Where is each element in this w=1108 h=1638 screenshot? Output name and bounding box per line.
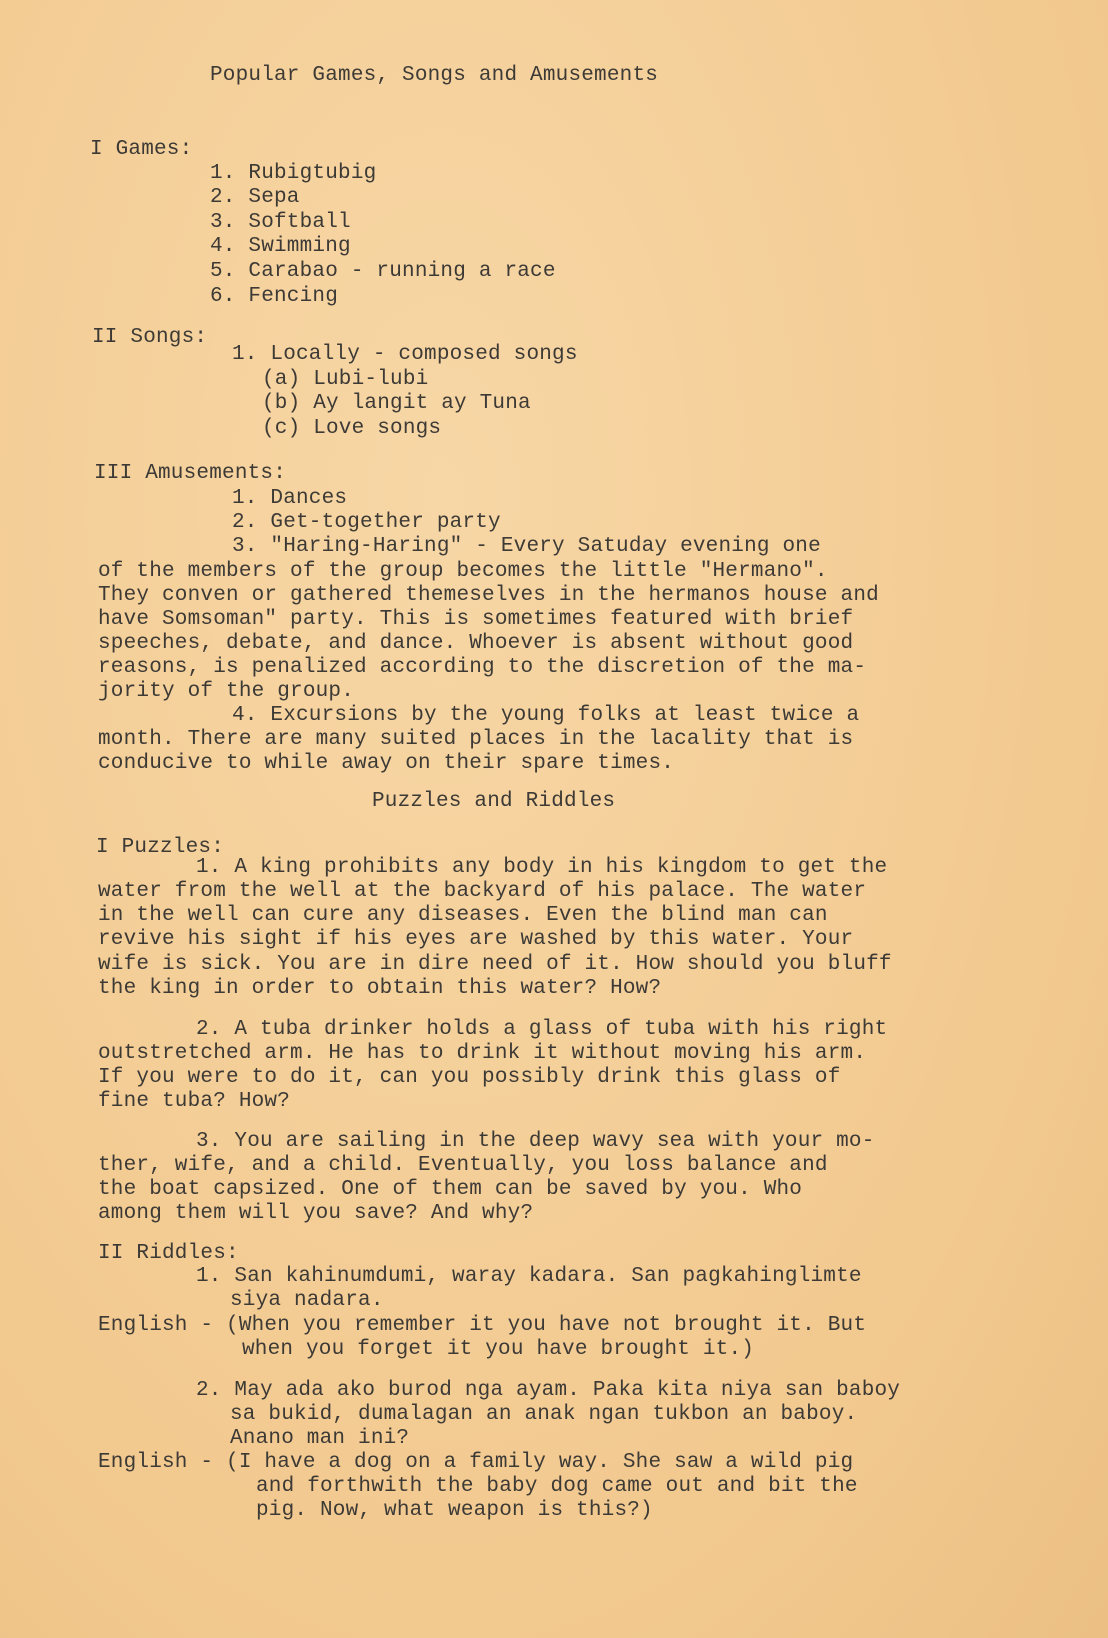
text-line: revive his sight if his eyes are washed by this water. Your (98, 928, 854, 951)
text-line: wife is sick. You are in dire need of it. How should you bluff (98, 953, 892, 976)
text-line: month. There are many suited places in the lacality that is (98, 728, 854, 751)
text-line: They conven or gathered themeselves in the hermanos house and (98, 584, 879, 607)
text-line: pig. Now, what weapon is this?) (256, 1499, 653, 1522)
text-line: conducive to while away on their spare times. (98, 752, 675, 775)
text-line: siya nadara. (230, 1289, 384, 1312)
songs-heading: II Songs: (92, 326, 208, 349)
text-line: 2. A tuba drinker holds a glass of tuba with his right (196, 1018, 888, 1041)
text-line: outstretched arm. He has to drink it without moving his arm. (98, 1042, 867, 1065)
text-line: reasons, is penalized according to the discretion of the ma- (98, 656, 867, 679)
text-line: among them will you save? And why? (98, 1202, 534, 1225)
text-line: in the well can cure any diseases. Even the blind man can (98, 904, 828, 927)
text-line: speeches, debate, and dance. Whoever is absent without good (98, 632, 854, 655)
text-line: water from the well at the backyard of his palace. The water (98, 880, 867, 903)
text-line: English - (I have a dog on a family way. She saw a wild pig (98, 1451, 854, 1474)
text-line: the king in order to obtain this water? How? (98, 977, 662, 1000)
text-line: 1. A king prohibits any body in his kingdom to get the (196, 856, 888, 879)
text-line: of the members of the group becomes the little "Hermano". (98, 560, 828, 583)
text-line: Anano man ini? (230, 1427, 410, 1450)
puzzles-heading: I Puzzles: (96, 836, 225, 859)
amusements-heading: III Amusements: (94, 462, 287, 485)
text-line: the boat capsized. One of them can be saved by you. Who (98, 1178, 803, 1201)
list-item: 3. Softball (210, 211, 351, 234)
text-line: English - (When you remember it you have not brought it. But (98, 1314, 867, 1337)
list-item: (c) Love songs (262, 417, 442, 440)
text-line: sa bukid, dumalagan an anak ngan tukbon an baboy. (230, 1403, 858, 1426)
list-item: 1. Rubigtubig (210, 162, 377, 185)
text-line: 4. Excursions by the young folks at least twice a (232, 704, 860, 727)
text-line: 1. Dances (232, 487, 348, 510)
list-item: 4. Swimming (210, 235, 351, 258)
list-item: 2. Sepa (210, 186, 300, 209)
text-line: and forthwith the baby dog came out and bit the (256, 1475, 858, 1498)
text-line: ther, wife, and a child. Eventually, you loss balance and (98, 1154, 828, 1177)
list-item: 6. Fencing (210, 285, 339, 308)
text-line: If you were to do it, can you possibly drink this glass of (98, 1066, 841, 1089)
text-line: jority of the group. (98, 680, 355, 703)
text-line: when you forget it you have brought it.) (242, 1338, 755, 1361)
text-line: have Somsoman" party. This is sometimes featured with brief (98, 608, 854, 631)
list-item: (b) Ay langit ay Tuna (262, 392, 531, 415)
games-heading: I Games: (90, 138, 193, 161)
text-line: 2. May ada ako burod nga ayam. Paka kita niya san baboy (196, 1379, 901, 1402)
page-title: Popular Games, Songs and Amusements (210, 64, 659, 87)
list-item: 5. Carabao - running a race (210, 260, 556, 283)
text-line: 3. You are sailing in the deep wavy sea with your mo- (196, 1130, 875, 1153)
text-line: 1. San kahinumdumi, waray kadara. San pagkahinglimte (196, 1265, 862, 1288)
section-title: Puzzles and Riddles (372, 790, 616, 813)
text-line: 2. Get-together party (232, 511, 501, 534)
riddles-heading: II Riddles: (98, 1242, 239, 1265)
list-item: (a) Lubi-lubi (262, 368, 429, 391)
text-line: 3. "Haring-Haring" - Every Satuday evening one (232, 535, 821, 558)
list-item: 1. Locally - composed songs (232, 343, 578, 366)
text-line: fine tuba? How? (98, 1090, 291, 1113)
